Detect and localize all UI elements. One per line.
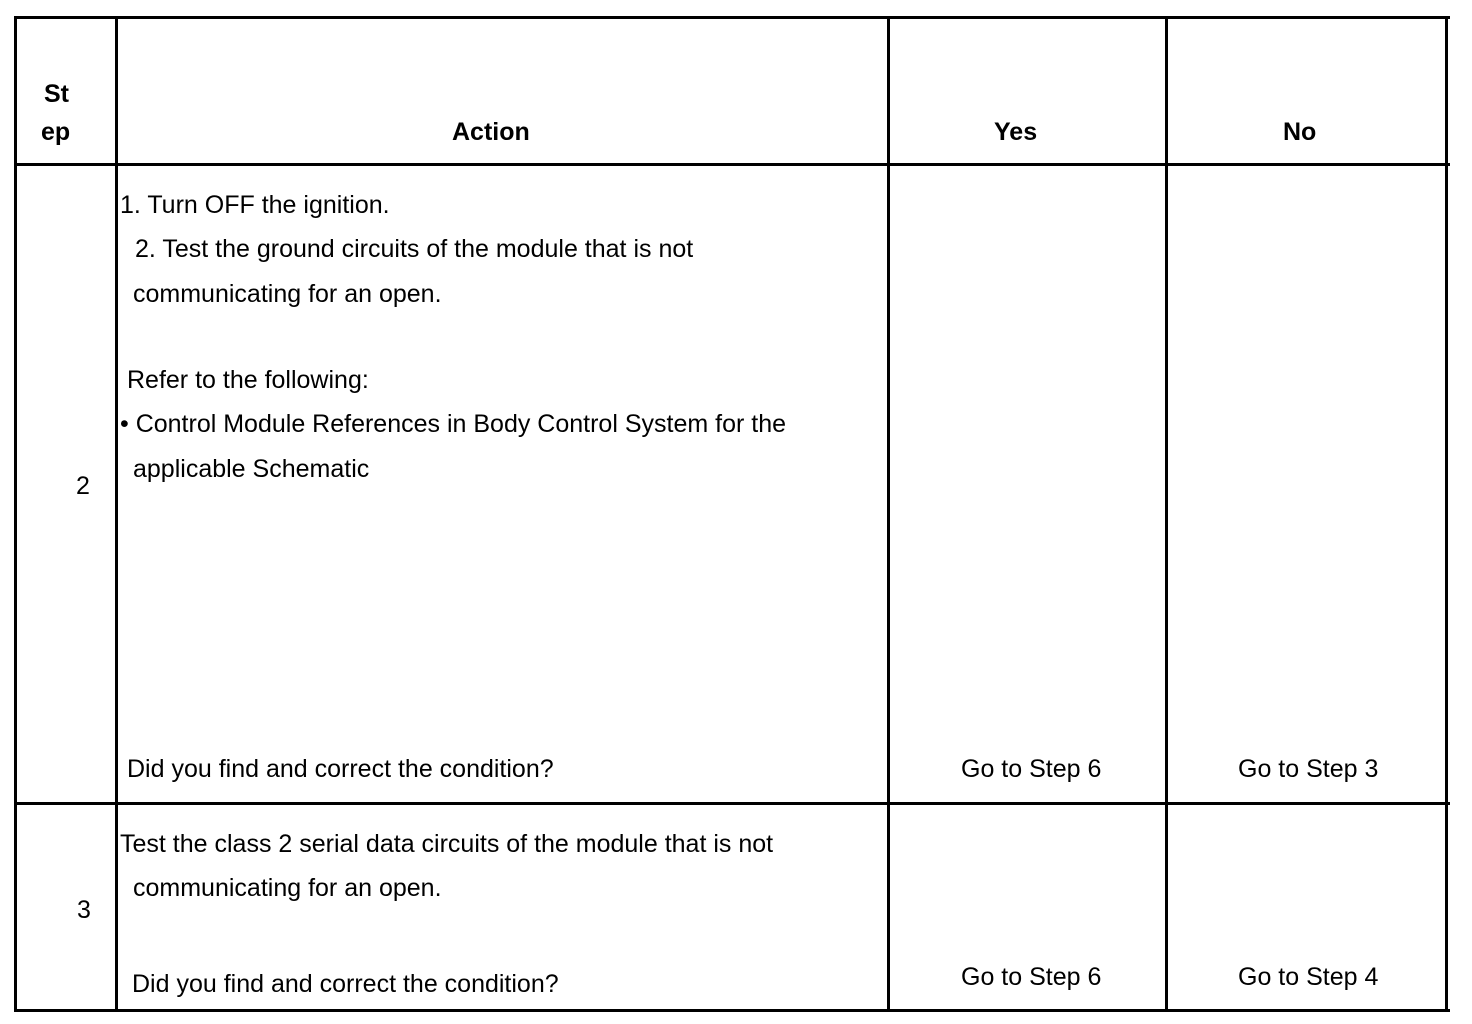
row-no-result: Go to Step 3 bbox=[1238, 755, 1379, 783]
table-border-left bbox=[14, 19, 17, 1009]
action-line: 1. Turn OFF the ignition. bbox=[120, 191, 390, 219]
header-no: No bbox=[1283, 118, 1317, 146]
row-step-number: 3 bbox=[77, 896, 91, 924]
action-line: Test the class 2 serial data circuits of the module that is not bbox=[120, 830, 774, 858]
action-line: • Control Module References in Body Control System for the bbox=[120, 410, 787, 438]
action-line: communicating for an open. bbox=[133, 874, 442, 902]
column-divider-action bbox=[887, 19, 890, 1009]
header-step-line1: St bbox=[44, 80, 69, 108]
action-line: 2. Test the ground circuits of the module that is not bbox=[135, 235, 694, 263]
row-divider bbox=[14, 802, 1450, 805]
action-line: communicating for an open. bbox=[133, 280, 442, 308]
header-action: Action bbox=[452, 118, 530, 146]
row-yes-result: Go to Step 6 bbox=[961, 755, 1102, 783]
header-step-line2: ep bbox=[41, 118, 71, 146]
column-divider-step bbox=[115, 19, 118, 1009]
row-question: Did you find and correct the condition? bbox=[127, 755, 554, 783]
diagnostic-table bbox=[14, 16, 1450, 1012]
column-divider-yes bbox=[1165, 19, 1168, 1009]
table-border-right bbox=[1445, 19, 1448, 1009]
row-yes-result: Go to Step 6 bbox=[961, 963, 1102, 991]
row-step-number: 2 bbox=[76, 472, 90, 500]
action-line: applicable Schematic bbox=[133, 455, 370, 483]
row-no-result: Go to Step 4 bbox=[1238, 963, 1379, 991]
header-divider bbox=[14, 163, 1450, 166]
action-line: Refer to the following: bbox=[127, 366, 369, 394]
row-question: Did you find and correct the condition? bbox=[132, 970, 559, 998]
header-yes: Yes bbox=[994, 118, 1038, 146]
